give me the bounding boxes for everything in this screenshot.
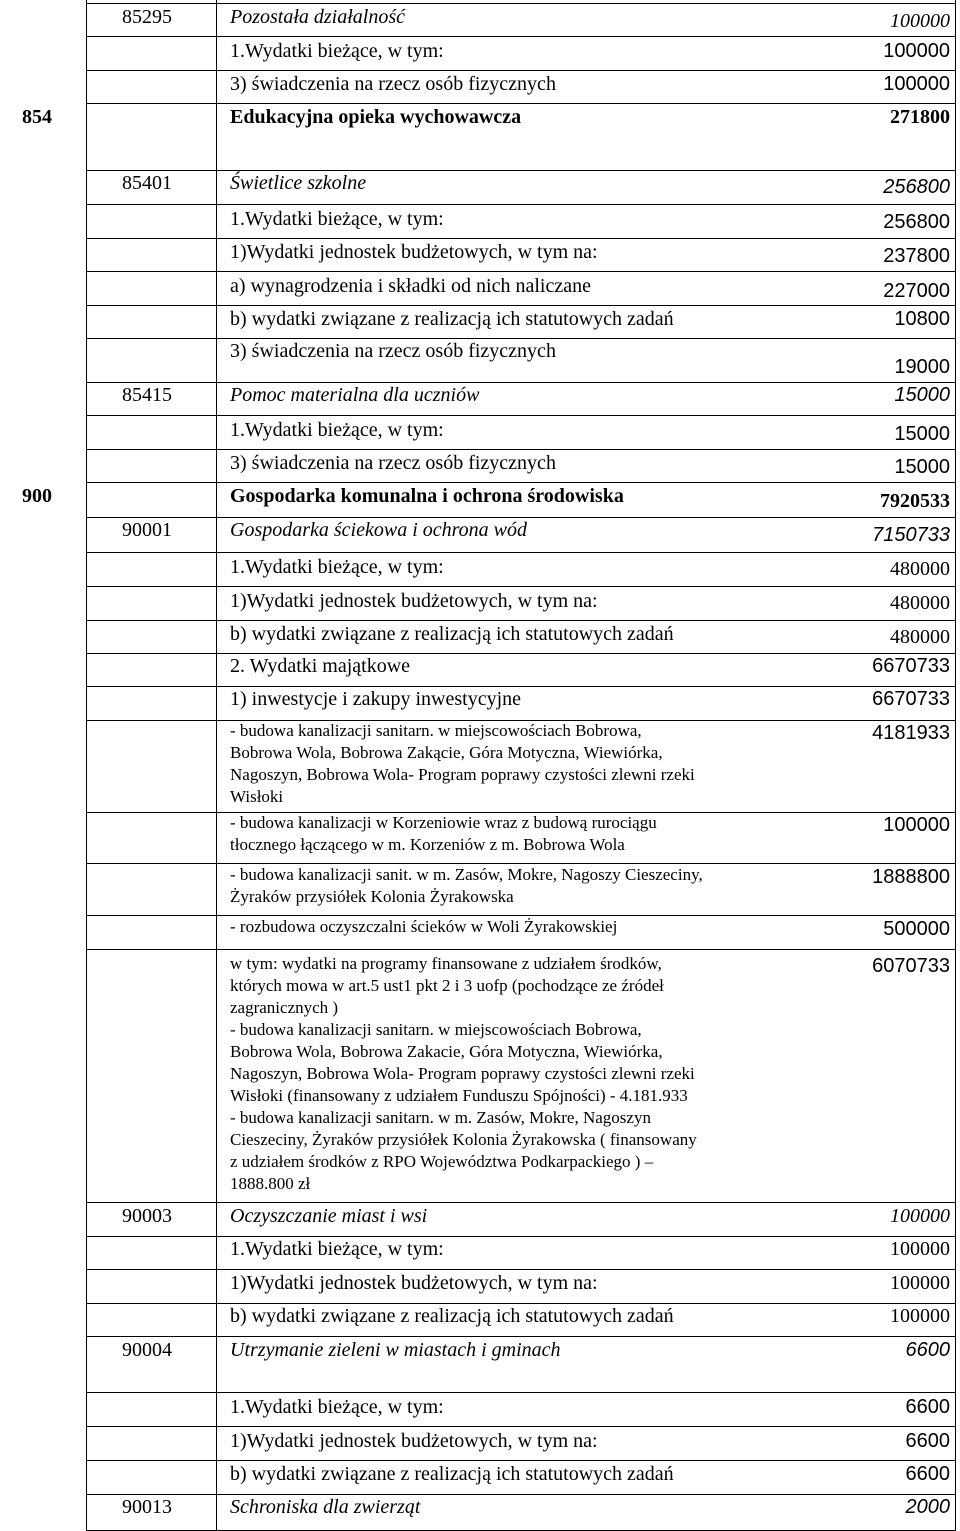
column-divider <box>955 0 956 1530</box>
description-line: Wisłoki (finansowany z udziałem Funduszu Spójności) - 4.181.933 <box>230 1086 688 1105</box>
amount-value: 4181933 <box>872 722 950 744</box>
description-line: Cieszeciny, Żyraków przysiółek Kolonia Żyrakowska ( finansowany <box>230 1130 697 1149</box>
description-line: 1888.800 zł <box>230 1174 311 1193</box>
amount-value: 15000 <box>894 456 950 478</box>
amount-value: 271800 <box>890 106 950 128</box>
amount-value: 480000 <box>890 558 950 580</box>
expense-line: 1.Wydatki bieżące, w tym: <box>230 1396 444 1418</box>
description-line: w tym: wydatki na programy finansowane z udziałem środków, <box>230 954 662 973</box>
expense-line: 3) świadczenia na rzecz osób fizycznych <box>230 340 556 362</box>
expense-line: 1)Wydatki jednostek budżetowych, w tym na: <box>230 1430 598 1452</box>
section-title: Edukacyjna opieka wychowawcza <box>230 106 522 128</box>
amount-value: 2000 <box>905 1496 950 1518</box>
amount-value: 100000 <box>883 814 950 836</box>
section-title: Gospodarka komunalna i ochrona środowiska <box>230 485 624 507</box>
amount-value: 6670733 <box>872 688 950 710</box>
amount-value: 237800 <box>883 245 950 267</box>
row-divider <box>86 103 956 104</box>
expense-line: b) wydatki związane z realizacją ich statutowych zadań <box>230 623 674 645</box>
expense-line: 1.Wydatki bieżące, w tym: <box>230 556 444 578</box>
amount-value: 10800 <box>894 308 950 330</box>
description-line: Wisłoki <box>230 787 284 806</box>
description-line: Nagoszyn, Bobrowa Wola- Program poprawy czystości zlewni rzeki <box>230 765 695 784</box>
row-divider <box>86 482 956 483</box>
amount-value: 6670733 <box>872 655 950 677</box>
column-divider <box>216 0 217 1530</box>
amount-value: 256800 <box>883 211 950 233</box>
row-divider <box>86 686 956 687</box>
row-divider <box>86 1303 956 1304</box>
item-description <box>230 953 697 1195</box>
description-line: - budowa kanalizacji sanitarn. w miejscowościach Bobrowa, <box>230 721 642 740</box>
amount-value: 100000 <box>890 1238 950 1260</box>
row-divider <box>86 1336 956 1337</box>
rozdzial-code: 90001 <box>122 519 172 541</box>
row-divider <box>86 170 956 171</box>
amount-value: 6600 <box>905 1396 950 1418</box>
expense-line: 1.Wydatki bieżące, w tym: <box>230 208 444 230</box>
amount-value: 480000 <box>890 626 950 648</box>
row-divider <box>86 70 956 71</box>
row-divider <box>86 271 956 272</box>
amount-value: 6070733 <box>872 955 950 977</box>
expense-line: a) wynagrodzenia i składki od nich naliczane <box>230 275 591 297</box>
row-divider <box>86 620 956 621</box>
description-line: Żyraków przysiółek Kolonia Żyrakowska <box>230 887 514 906</box>
column-divider <box>86 0 87 1530</box>
expense-line: 1.Wydatki bieżące, w tym: <box>230 1238 444 1260</box>
description-line: - rozbudowa oczyszczalni ścieków w Woli Żyrakowskiej <box>230 917 618 936</box>
description-line: zagranicznych ) <box>230 998 339 1017</box>
item-description <box>230 916 617 938</box>
amount-value: 100000 <box>890 1305 950 1327</box>
row-divider <box>86 1460 956 1461</box>
amount-value: 1888800 <box>872 866 950 888</box>
item-description <box>230 720 695 808</box>
amount-value: 15000 <box>894 423 950 445</box>
expense-line: 1)Wydatki jednostek budżetowych, w tym na: <box>230 1272 598 1294</box>
expense-line: 3) świadczenia na rzecz osób fizycznych <box>230 73 556 95</box>
expense-line: 2. Wydatki majątkowe <box>230 655 411 677</box>
amount-value: 100000 <box>890 10 950 32</box>
description-line: - budowa kanalizacji sanitarn. w m. Zasów, Mokre, Nagoszyn <box>230 1108 651 1127</box>
amount-value: 100000 <box>883 73 950 95</box>
amount-value: 227000 <box>883 280 950 302</box>
expense-line: 1.Wydatki bieżące, w tym: <box>230 419 444 441</box>
row-divider <box>86 1494 956 1495</box>
subsection-title: Utrzymanie zieleni w miastach i gminach <box>230 1339 561 1361</box>
expense-line: b) wydatki związane z realizacją ich statutowych zadań <box>230 1463 674 1485</box>
amount-value: 7920533 <box>880 490 950 512</box>
amount-value: 6600 <box>905 1339 950 1361</box>
description-line: - budowa kanalizacji sanit. w m. Zasów, Mokre, Nagoszy Cieszeciny, <box>230 865 703 884</box>
description-line: Bobrowa Wola, Bobrowa Zakacie, Góra Motyczna, Wiewiórka, <box>230 1042 663 1061</box>
description-line: których mowa w art.5 ust1 pkt 2 i 3 uofp (pochodzące ze źródeł <box>230 976 664 995</box>
rozdzial-code: 85295 <box>122 6 172 28</box>
expense-line: 3) świadczenia na rzecz osób fizycznych <box>230 452 556 474</box>
amount-value: 15000 <box>894 384 950 406</box>
rozdzial-code: 90013 <box>122 1496 172 1518</box>
item-description <box>230 864 703 908</box>
amount-value: 6600 <box>905 1463 950 1485</box>
dzial-code: 900 <box>22 485 52 507</box>
row-divider <box>86 415 956 416</box>
expense-line: b) wydatki związane z realizacją ich statutowych zadań <box>230 1305 674 1327</box>
subsection-title: Świetlice szkolne <box>230 172 367 194</box>
row-divider <box>86 36 956 37</box>
description-line: tłocznego łączącego w m. Korzeniów z m. Bobrowa Wola <box>230 835 625 854</box>
expense-line: 1)Wydatki jednostek budżetowych, w tym na: <box>230 241 598 263</box>
amount-value: 19000 <box>894 356 950 378</box>
row-divider <box>86 3 956 4</box>
expense-line: 1)Wydatki jednostek budżetowych, w tym na: <box>230 590 598 612</box>
amount-value: 256800 <box>883 176 950 198</box>
rozdzial-code: 90004 <box>122 1339 172 1361</box>
row-divider <box>86 305 956 306</box>
row-divider <box>86 552 956 553</box>
item-description <box>230 812 657 856</box>
row-divider <box>86 1236 956 1237</box>
subsection-title: Oczyszczanie miast i wsi <box>230 1205 428 1227</box>
row-divider <box>86 653 956 654</box>
rozdzial-code: 85415 <box>122 384 172 406</box>
subsection-title: Schroniska dla zwierząt <box>230 1496 421 1518</box>
description-line: Nagoszyn, Bobrowa Wola- Program poprawy czystości zlewni rzeki <box>230 1064 695 1083</box>
description-line: - budowa kanalizacji sanitarn. w miejscowościach Bobrowa, <box>230 1020 642 1039</box>
row-divider <box>86 1269 956 1270</box>
amount-value: 500000 <box>883 918 950 940</box>
amount-value: 480000 <box>890 592 950 614</box>
row-divider <box>86 338 956 339</box>
description-line: z udziałem środków z RPO Województwa Podkarpackiego ) – <box>230 1152 654 1171</box>
row-divider <box>86 204 956 205</box>
subsection-title: Pomoc materialna dla uczniów <box>230 384 480 406</box>
expense-line: b) wydatki związane z realizacją ich statutowych zadań <box>230 308 674 330</box>
subsection-title: Gospodarka ściekowa i ochrona wód <box>230 519 528 541</box>
amount-value: 100000 <box>890 1205 950 1227</box>
description-line: - budowa kanalizacji w Korzeniowie wraz z budową rurociągu <box>230 813 657 832</box>
row-divider <box>86 382 956 383</box>
description-line: Bobrowa Wola, Bobrowa Zakącie, Góra Motyczna, Wiewiórka, <box>230 743 663 762</box>
amount-value: 100000 <box>883 40 950 62</box>
amount-value: 7150733 <box>872 524 950 546</box>
row-divider <box>86 517 956 518</box>
row-divider <box>86 449 956 450</box>
rozdzial-code: 85401 <box>122 172 172 194</box>
row-divider <box>86 1202 956 1203</box>
row-divider <box>86 1426 956 1427</box>
row-divider <box>86 586 956 587</box>
expense-line: 1.Wydatki bieżące, w tym: <box>230 40 444 62</box>
rozdzial-code: 90003 <box>122 1205 172 1227</box>
amount-value: 6600 <box>905 1430 950 1452</box>
expense-line: 1) inwestycje i zakupy inwestycyjne <box>230 688 522 710</box>
dzial-code: 854 <box>22 106 52 128</box>
subsection-title: Pozostała działalność <box>230 6 406 28</box>
row-divider <box>86 238 956 239</box>
row-divider <box>86 1392 956 1393</box>
row-divider <box>86 949 956 950</box>
amount-value: 100000 <box>890 1272 950 1294</box>
